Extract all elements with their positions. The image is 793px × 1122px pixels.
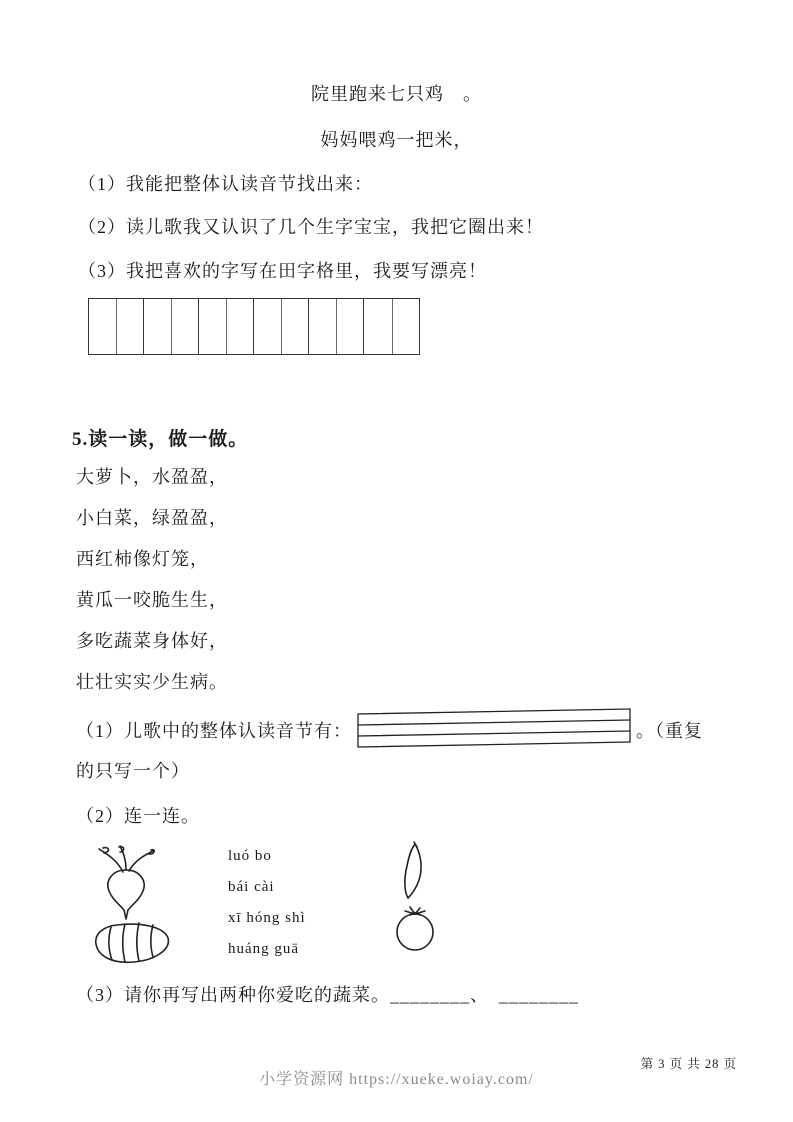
q1-wrap-line: 的只写一个） — [76, 761, 190, 781]
q2-label: （2）连一连。 — [76, 806, 200, 826]
tianzige-cell — [144, 299, 199, 354]
q4-item-2: （2）读儿歌我又认识了几个生字宝宝，我把它圈出来！ — [78, 217, 544, 237]
rhyme-line-1: 院里跑来七只鸡 。 — [311, 84, 482, 104]
watermark: 小学资源网 https://xueke.woiay.com/ — [259, 1071, 534, 1088]
q4-item-3: （3）我把喜欢的字写在田字格里，我要写漂亮！ — [78, 261, 487, 281]
pinyin-baicai: bái cài — [228, 879, 275, 895]
tomato-drawing — [390, 904, 440, 954]
pinyin-xihongshi: xī hóng shì — [228, 910, 306, 926]
answer-strip-drawing — [356, 706, 632, 753]
pinyin-luobo: luó bo — [228, 848, 272, 864]
page-indicator: 第 3 页 共 28 页 — [640, 1057, 737, 1071]
q4-item-1: （1）我能把整体认读音节找出来： — [78, 174, 373, 194]
radish-drawing — [95, 844, 157, 922]
poem-line: 西红柿像灯笼， — [76, 549, 209, 569]
character-writing-grid — [88, 298, 420, 355]
tianzige-cell — [364, 299, 419, 354]
q1-prefix: （1）儿歌中的整体认读音节有： — [76, 720, 352, 741]
tianzige-cell — [89, 299, 144, 354]
tianzige-cell — [199, 299, 254, 354]
poem-line: 大萝卜，水盈盈， — [76, 467, 228, 487]
poem-line: 多吃蔬菜身体好， — [76, 631, 228, 651]
cucumber-drawing — [400, 840, 428, 900]
tianzige-cell — [309, 299, 364, 354]
rhyme-line-2: 妈妈喂鸡一把米， — [320, 130, 473, 150]
cabbage-drawing — [90, 918, 174, 968]
tianzige-cell — [254, 299, 309, 354]
poem-line: 壮壮实实少生病。 — [76, 672, 228, 692]
section5-title: 5.读一读，做一做。 — [72, 429, 249, 450]
q3-label: （3）请你再写出两种你爱吃的蔬菜。________、 ________ — [76, 985, 579, 1005]
q1-suffix: 。（重复 — [636, 720, 703, 741]
q1-row — [76, 706, 703, 753]
pinyin-huanggua: huáng guā — [228, 941, 300, 957]
poem-line: 小白菜，绿盈盈， — [76, 508, 228, 528]
poem-line: 黄瓜一咬脆生生， — [76, 590, 228, 610]
matching-exercise-area — [0, 838, 793, 973]
